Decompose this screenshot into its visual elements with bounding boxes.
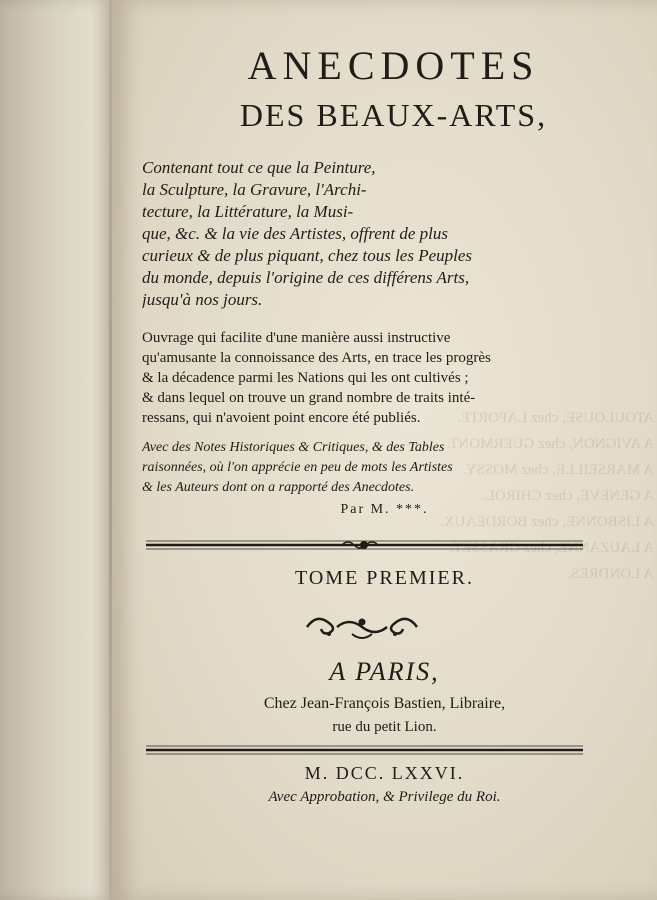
contents-line-4: que, &c. & la vie des Artistes, offrent de plus: [142, 224, 448, 243]
contents-line-7: jusqu'à nos jours.: [142, 290, 263, 309]
contents-line-6: du monde, depuis l'origine de ces différens Arts,: [142, 268, 470, 287]
place-line: A PARIS,: [329, 657, 440, 686]
title-page: [112, 0, 657, 900]
ouvrage-line-1: Ouvrage qui facilite d'une manière aussi instructive: [142, 330, 451, 346]
left-page-edge: [0, 0, 112, 900]
fleuron-ornament-icon: [297, 612, 427, 642]
date-line: M. DCC. LXXVI.: [304, 763, 465, 783]
author-line: Par M. ***.: [340, 502, 429, 517]
title-line-2: DES BEAUX-ARTS,: [239, 97, 548, 133]
notes-line-3: & les Auteurs dont on a rapporté des Anecdotes.: [142, 480, 415, 495]
ornamental-rule-top: [142, 539, 587, 551]
ouvrage-line-5: ressans, qui n'avoient point encore été publiés.: [142, 410, 421, 426]
ouvrage-line-2: qu'amusante la connoissance des Arts, en trace les progrès: [142, 350, 491, 366]
reverse-side-show-through: ATOULOUSE, chez LAPORTE. A AVIGNON, chez GUERMONT. A MARSEILLE, chez MOSSY. A GENEVE, chez CHIROL. A LISBONNE, chez BORDEAUX. A LAUZANNE, chez GRASSET. A LONDRES.: [440, 410, 654, 582]
notes-line-1: Avec des Notes Historiques & Critiques, & des Tables: [142, 440, 445, 455]
notes-line-2: raisonnées, où l'on apprécie en peu de mots les Artistes: [142, 460, 453, 475]
address-line: rue du petit Lion.: [332, 719, 437, 735]
contents-line-1: Contenant tout ce que la Peinture,: [142, 158, 376, 177]
ouvrage-line-4: & dans lequel on trouve un grand nombre de traits inté-: [142, 390, 476, 406]
volume-line: TOME PREMIER.: [295, 567, 474, 589]
contents-line-2: la Sculpture, la Gravure, l'Archi-: [142, 180, 367, 199]
title-line-1: ANECDOTES: [247, 43, 540, 88]
printer-line: Chez Jean-François Bastien, Libraire,: [263, 695, 506, 712]
contents-line-3: tecture, la Littérature, la Musi-: [142, 202, 354, 221]
privilege-line: Avec Approbation, & Privilege du Roi.: [268, 789, 501, 805]
ornamental-rule-bottom: [142, 744, 587, 756]
ouvrage-line-3: & la décadence parmi les Nations qui les ont cultivés ;: [142, 370, 469, 386]
contents-line-5: curieux & de plus piquant, chez tous les Peuples: [142, 246, 473, 265]
